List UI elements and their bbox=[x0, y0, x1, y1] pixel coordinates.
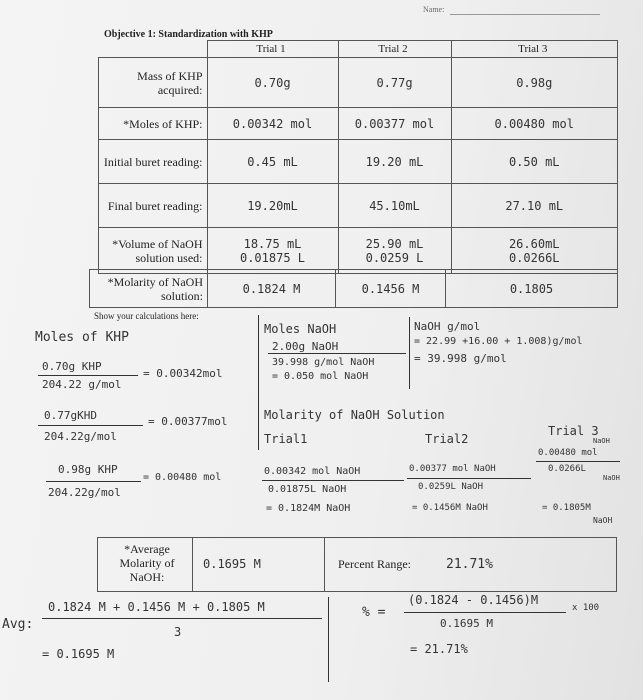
row-label: *Volume of NaOH solution used: bbox=[99, 228, 208, 274]
trial-1-header: Trial 1 bbox=[207, 41, 338, 58]
trial-3-header: Trial 3 bbox=[451, 41, 618, 58]
molarity-naoh-title: Molarity of NaOH Solution bbox=[264, 408, 445, 422]
table-cell: 0.1456 M bbox=[336, 270, 446, 308]
fraction-bar bbox=[268, 353, 406, 354]
moles-naoh-line-3: = 0.050 mol NaOH bbox=[272, 371, 369, 382]
khp-3-denominator: 204.22g/mol bbox=[48, 486, 121, 499]
objective-title: Objective 1: Standardization with KHP bbox=[104, 29, 273, 40]
table-cell: 25.90 mL 0.0259 L bbox=[338, 228, 451, 274]
trial-3-result-unit: NaOH bbox=[593, 516, 613, 525]
table-cell: 0.98g bbox=[451, 58, 618, 108]
trial-2-numerator: 0.00377 mol NaOH bbox=[409, 464, 496, 474]
box-divider-mid bbox=[324, 537, 325, 591]
name-line bbox=[450, 14, 600, 15]
percent-range-value: 21.71% bbox=[446, 557, 493, 572]
fraction-bar bbox=[38, 375, 138, 376]
trial-3-denominator: 0.0266L bbox=[548, 464, 586, 474]
pct-result: = 21.71% bbox=[410, 642, 468, 656]
table-cell: 0.1805 bbox=[446, 270, 618, 308]
trial-1-result: = 0.1824M NaOH bbox=[266, 503, 351, 514]
row-label: Initial buret reading: bbox=[99, 140, 208, 184]
trial-header-row bbox=[99, 41, 618, 58]
khp-1-numerator: 0.70g KHP bbox=[42, 360, 102, 373]
trial-2-header: Trial 2 bbox=[338, 41, 451, 58]
calc-divider-right bbox=[409, 317, 410, 389]
table-cell: 0.00342 mol bbox=[207, 108, 338, 140]
khp-2-result: = 0.00377mol bbox=[148, 415, 228, 428]
table-cell: 0.70g bbox=[207, 58, 338, 108]
average-label: *Average Molarity of NaOH: bbox=[119, 542, 175, 584]
table-cell: 0.45 mL bbox=[207, 140, 338, 184]
percent-range-label: Percent Range: bbox=[338, 557, 411, 571]
trial-3-result: = 0.1805M bbox=[542, 503, 591, 513]
standardization-table bbox=[98, 40, 618, 274]
average-value: 0.1695 M bbox=[203, 557, 261, 571]
trial-2-result: = 0.1456M NaOH bbox=[412, 503, 488, 513]
name-label: Name: bbox=[423, 5, 445, 14]
table-cell: 18.75 mL 0.01875 L bbox=[207, 228, 338, 274]
moles-naoh-line-1: 2.00g NaOH bbox=[272, 340, 339, 353]
molarity-table bbox=[89, 269, 618, 308]
trial-3-naoh-top: NaOH bbox=[593, 437, 610, 445]
trial-1-denominator: 0.01875L NaOH bbox=[268, 484, 347, 495]
trial-3-numerator: 0.00480 mol bbox=[538, 448, 598, 458]
table-row-final-buret bbox=[99, 184, 618, 228]
pct-numerator: (0.1824 - 0.1456)M bbox=[408, 593, 539, 607]
moles-naoh-title: Moles NaOH bbox=[264, 322, 337, 336]
khp-1-denominator: 204.22 g/mol bbox=[42, 378, 122, 391]
avg-denominator: 3 bbox=[174, 625, 182, 639]
table-cell: 0.00480 mol bbox=[451, 108, 618, 140]
khp-3-result: = 0.00480 mol bbox=[143, 472, 222, 483]
khp-2-numerator: 0.77gKHD bbox=[44, 409, 97, 422]
table-row-mass-khp bbox=[99, 58, 618, 108]
table-row-moles-khp bbox=[99, 108, 618, 140]
khp-1-result: = 0.00342mol bbox=[143, 367, 223, 380]
table-row-volume-naoh bbox=[99, 228, 618, 274]
calc-divider-left bbox=[258, 315, 259, 450]
khp-3-numerator: 0.98g KHP bbox=[58, 463, 118, 476]
fraction-bar bbox=[404, 612, 566, 613]
table-cell: 0.77g bbox=[338, 58, 451, 108]
fraction-bar bbox=[42, 618, 322, 619]
fraction-bar bbox=[407, 478, 531, 479]
naoh-gmol-line-2: = 39.998 g/mol bbox=[414, 352, 507, 365]
row-label: *Moles of KHP: bbox=[99, 108, 208, 140]
pct-times: x 100 bbox=[572, 603, 600, 613]
table-cell: 19.20mL bbox=[207, 184, 338, 228]
trial-2-label: Trial2 bbox=[425, 432, 469, 446]
table-row-molarity bbox=[90, 270, 618, 308]
table-cell: 19.20 mL bbox=[338, 140, 451, 184]
table-cell: 0.00377 mol bbox=[338, 108, 451, 140]
show-calculations-label: Show your calculations here: bbox=[94, 311, 199, 321]
table-cell: 0.1824 M bbox=[208, 270, 336, 308]
trial-1-numerator: 0.00342 mol NaOH bbox=[264, 466, 361, 477]
box-divider-label bbox=[192, 537, 193, 591]
trial-2-denominator: 0.0259L NaOH bbox=[418, 482, 484, 492]
pct-prefix: % = bbox=[362, 605, 386, 620]
trial-3-label: Trial 3 bbox=[548, 424, 599, 438]
bottom-divider bbox=[328, 597, 329, 682]
fraction-bar bbox=[38, 425, 143, 426]
khp-2-denominator: 204.22g/mol bbox=[44, 430, 117, 443]
avg-numerator: 0.1824 M + 0.1456 M + 0.1805 M bbox=[48, 600, 265, 614]
fraction-bar bbox=[262, 480, 404, 481]
row-label: *Molarity of NaOH solution: bbox=[90, 270, 208, 308]
avg-result: = 0.1695 M bbox=[42, 647, 115, 661]
trial-3-denominator-unit: NaOH bbox=[603, 474, 620, 482]
row-label: Final buret reading: bbox=[99, 184, 208, 228]
trial-1-label: Trial1 bbox=[264, 432, 308, 446]
avg-prefix: Avg: bbox=[2, 617, 34, 632]
table-cell: 27.10 mL bbox=[451, 184, 618, 228]
table-cell: 0.50 mL bbox=[451, 140, 618, 184]
table-row-initial-buret bbox=[99, 140, 618, 184]
table-cell: 45.10mL bbox=[338, 184, 451, 228]
naoh-gmol-line-1: = 22.99 +16.00 + 1.008)g/mol bbox=[414, 336, 583, 347]
fraction-bar bbox=[536, 461, 620, 462]
moles-naoh-line-2: 39.998 g/mol NaOH bbox=[272, 357, 375, 368]
row-label: Mass of KHP acquired: bbox=[99, 58, 208, 108]
fraction-bar bbox=[46, 481, 141, 482]
table-cell: 26.60mL 0.0266L bbox=[451, 228, 618, 274]
naoh-gmol-title: NaOH g/mol bbox=[414, 320, 481, 333]
moles-khp-title: Moles of KHP bbox=[35, 330, 129, 345]
pct-denominator: 0.1695 M bbox=[440, 617, 493, 630]
